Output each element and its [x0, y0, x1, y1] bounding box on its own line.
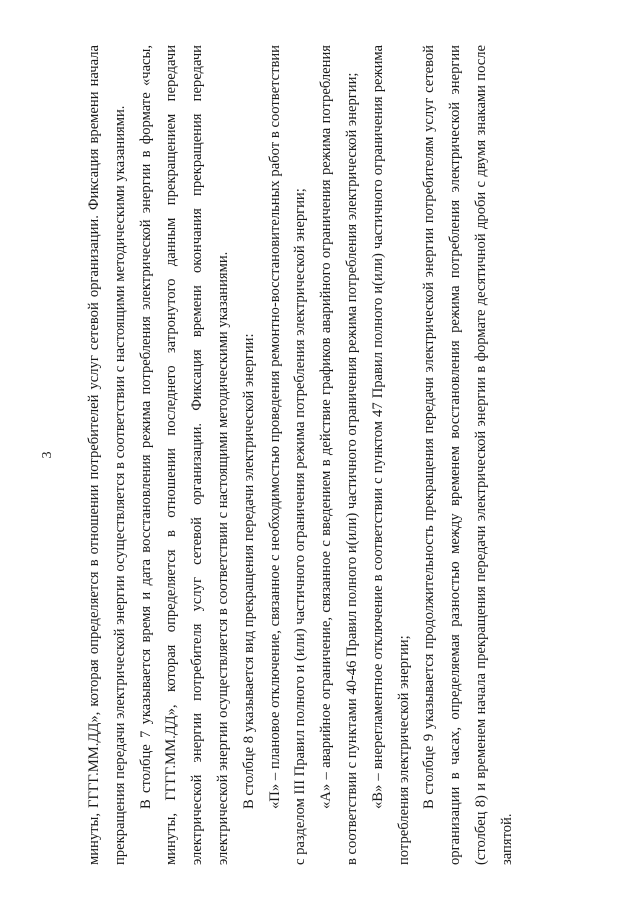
paragraph: В столбце 9 указывается продолжительность прекращения передачи электрической энергии потребителям услуг сетевой организации в часах, определяемая разностью между временем восстановления режима потребления электрической энергии (столбец 8) и временем начала прекращения передачи электрической энергии в формате десятичной дроби с двумя знаками после запятой. — [421, 45, 515, 865]
paragraph: В столбце 8 указывается вид прекращения передачи электрической энергии: — [240, 333, 257, 809]
paragraph: минуты, ГГГГ.ММ.ДД», которая определяется в отношении потребителей услуг сетевой организации. Фиксация времени начала прекращения передачи электрической энергии осуществляется в соответствии с настоящими методическими указаниями. — [86, 45, 128, 865]
page-number: 3 — [40, 451, 55, 459]
document-body — [82, 45, 521, 865]
paragraph: В столбце 7 указывается время и дата восстановления режима потребления электрической энергии в формате «часы, минуты, ГГГГ.ММ.ДД», которая определяется в отношении последнего затронутого данным прекращением передачи электрической энергии потребителя услуг сетевой организации. Фиксация времени окончания прекращения передачи электрической энергии осуществляется в соответствии с настоящими методическими указаниями. — [137, 45, 231, 865]
paragraph: «П» – плановое отключение, связанное с необходимостью проведения ремонтно-восстановительных работ в соответствии с разделом III Правил полного и (или) частичного ограничения режима потребления электрической энергии; — [266, 45, 309, 865]
rotated-document-page — [40, 45, 600, 865]
paragraph: «В» – внерегламентное отключение в соответствии с пунктом 47 Правил полного и(или) частичного ограничения режима потребления электрической энергии; — [369, 45, 412, 865]
paragraph: «А» – аварийное ограничение, связанное с введением в действие графиков аварийного ограничения режима потребления в соответствии с пунктами 40-46 Правил полного и(или) частичного ограничения режима потребления электрической энергии; — [318, 45, 360, 865]
